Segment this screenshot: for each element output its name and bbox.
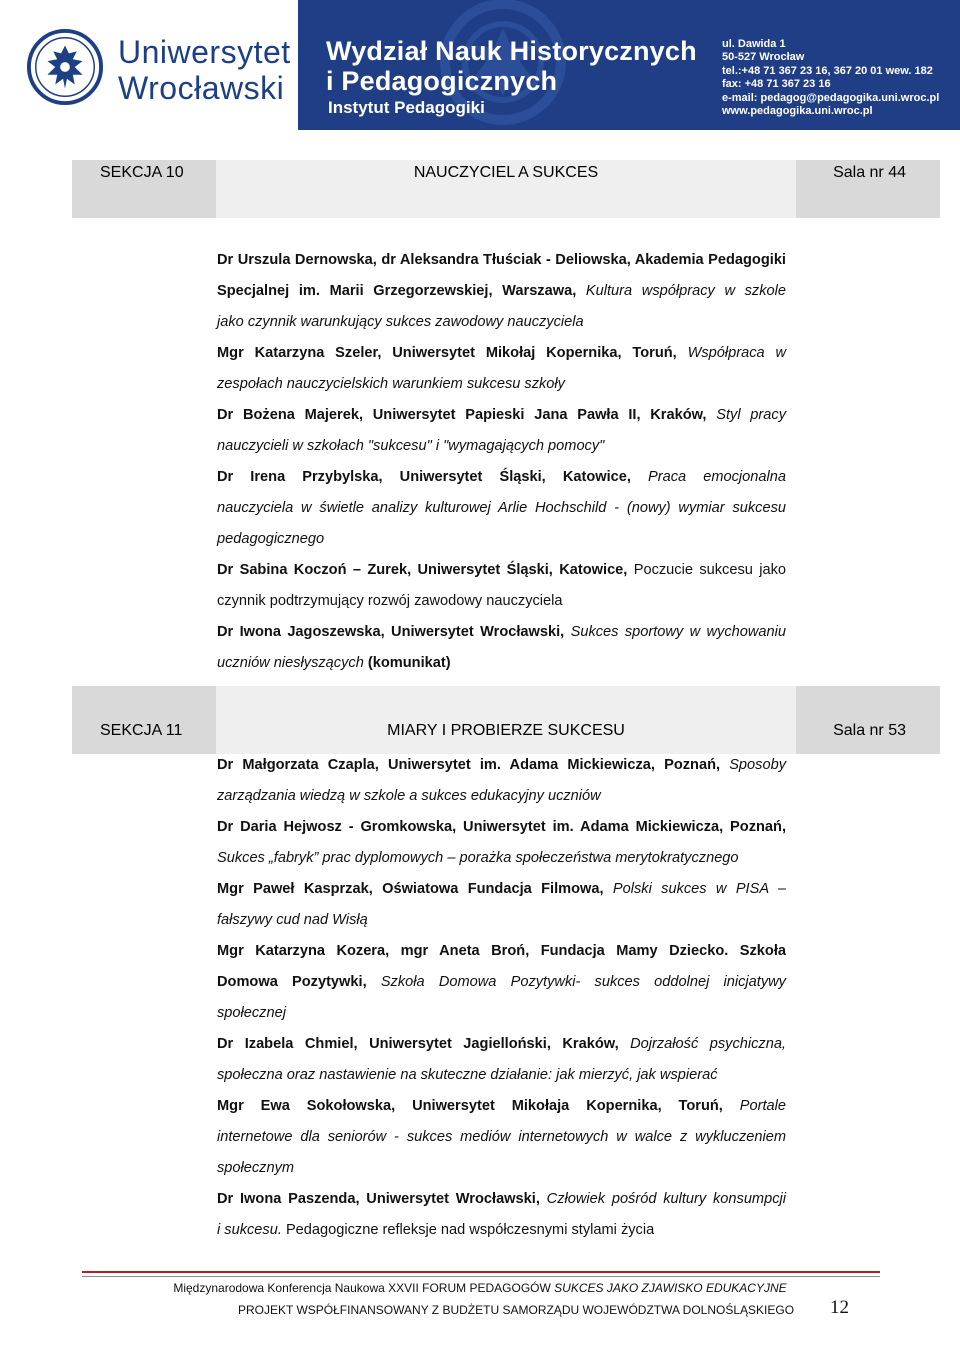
section-room: Sala nr 44 [833,164,906,181]
text-line [217,843,786,874]
presentation-title: zespołach nauczycielskich warunkiem sukcesu szkoły [217,376,565,392]
author-affiliation: Dr Sabina Koczoń – Zurek, Uniwersytet Śląski, Katowice, [217,562,634,578]
presentation-title: Kultura współpracy w szkole [585,283,786,299]
footer-divider-thin [82,1276,880,1277]
section-number: SEKCJA 11 [100,722,183,739]
text-line [217,1153,786,1184]
text-line [217,812,786,843]
author-affiliation: Dr Małgorzata Czapla, Uniwersytet im. Adama Mickiewicza, Poznań, [217,757,730,773]
faculty-banner [298,0,960,130]
author-affiliation: Dr Urszula Dernowska, dr Aleksandra Tłuściak - Deliowska, Akademia Pedagogiki [217,252,786,268]
text-line [217,648,786,679]
presentation-title: Sukces „fabryk” prac dyplomowych – porażka społeczeństwa merytokratycznego [217,850,739,866]
university-logo [22,20,302,120]
author-affiliation: Dr Iwona Paszenda, Uniwersytet Wrocławski, [217,1191,547,1207]
text-line [217,967,786,998]
author-affiliation: Mgr Paweł Kasprzak, Oświatowa Fundacja Filmowa, [217,881,613,897]
text-line [217,1029,786,1060]
presentation-title: Sukces sportowy w wychowaniu [570,624,787,640]
presentation-title: nauczyciela w świetle analizy kulturowej Arlie Hochschild - (nowy) wymiar sukcesu [217,500,786,516]
presentation-title: społecznej [217,1005,286,1021]
presentation-title: społeczna oraz nastawienie na skuteczne działanie: jak mierzyć, jak wspierać [217,1067,718,1083]
presentation-title: Człowiek pośród kultury konsumpcji [546,1191,786,1207]
presentation-title: społecznym [217,1160,295,1176]
section-11-presentations [217,750,786,1246]
author-affiliation: Dr Daria Hejwosz - Gromkowska, Uniwersytet im. Adama Mickiewicza, Poznań, [217,819,786,835]
footer-project: PROJEKT WSPÓŁFINANSOWANY Z BUDŻETU SAMORZĄDU WOJEWÓDZTWA DOLNOŚLĄSKIEGO [238,1303,795,1317]
author-affiliation: Dr Bożena Majerek, Uniwersytet Papieski Jana Pawła II, Kraków, [217,407,717,423]
text-line [217,936,786,967]
author-affiliation: Domowa Pozytywki, [217,974,381,990]
university-name: Uniwersytet Wrocławski [118,34,291,106]
text-line [217,617,786,648]
text-line [217,781,786,812]
section-title: MIARY I PROBIERZE SUKCESU [387,722,625,739]
text-line [217,338,786,369]
text-line [217,555,786,586]
contact-fax: fax: +48 71 367 23 16 [722,78,831,91]
presentation-title: Dojrzałość psychiczna, [630,1036,786,1052]
text-line [217,245,786,276]
section-10-presentations [217,245,786,679]
presentation-title: uczniów niesłyszących [217,655,368,671]
presentation-title: fałszywy cud nad Wisłą [217,912,368,928]
author-affiliation: Dr Izabela Chmiel, Uniwersytet Jagielloński, Kraków, [217,1036,631,1052]
author-affiliation: Dr Iwona Jagoszewska, Uniwersytet Wrocławski, [217,624,571,640]
text-line [217,1091,786,1122]
footer-conference: Międzynarodowa Konferencja Naukowa XXVII FORUM PEDAGOGÓW SUKCES JAKO ZJAWISKO EDUKACYJNE [173,1281,787,1295]
text-line [217,493,786,524]
contact-phone: tel.:+48 71 367 23 16, 367 20 01 wew. 182 [722,64,933,77]
text-line [217,307,786,338]
presentation-title: Portale [739,1098,786,1114]
presentation-title: Szkoła Domowa Pozytywki- sukces oddolnej inicjatywy [380,974,786,990]
text-line [217,1060,786,1091]
university-seal-icon [26,28,104,106]
text-line [217,462,786,493]
text-line [217,874,786,905]
text-line [217,276,786,307]
presentation-title: Styl pracy [716,407,786,423]
text-line [217,586,786,617]
presentation-title: jako czynnik warunkujący sukces zawodowy nauczyciela [217,314,584,330]
text-line [217,431,786,462]
presentation-title: i sukcesu. [217,1222,286,1238]
text-line [217,1215,786,1246]
text-line [217,369,786,400]
page-number: 12 [830,1297,849,1318]
institute-name: Instytut Pedagogiki [328,98,485,117]
contact-city: 50-527 Wrocław [722,51,805,64]
text-line [217,998,786,1029]
footer-divider [82,1271,880,1273]
page-header [0,0,960,130]
presentation-title: czynnik podtrzymujący rozwój zawodowy nauczyciela [217,593,563,609]
presentation-title: zarządzania wiedzą w szkole a sukces edukacyjny uczniów [217,788,601,804]
presentation-title: pedagogicznego [217,531,325,547]
section-number: SEKCJA 10 [100,164,184,181]
text-line [217,1184,786,1215]
faculty-name: Wydział Nauk Historycznych i Pedagogicznych [326,36,697,96]
section-11-header [72,686,940,754]
presentation-title: Praca emocjonalna [648,469,786,485]
contact-website[interactable]: www.pedagogika.uni.wroc.pl [722,105,873,118]
contact-street: ul. Dawida 1 [722,38,786,50]
author-affiliation: Mgr Katarzyna Szeler, Uniwersytet Mikołaj Kopernika, Toruń, [217,345,688,361]
section-10-header [72,160,940,218]
presentation-title: Poczucie sukcesu jako [633,562,786,578]
presentation-title: nauczycieli w szkołach "sukcesu" i "wymagających pomocy" [217,438,605,454]
contact-info [722,38,939,118]
text-line [217,905,786,936]
presentation-title: Sposoby [729,757,786,773]
text-line [217,400,786,431]
text-line [217,1122,786,1153]
section-title: NAUCZYCIEL A SUKCES [413,164,599,181]
text-line [217,750,786,781]
section-room: Sala nr 53 [833,722,906,739]
text-line [217,524,786,555]
contact-email[interactable]: e-mail: pedagog@pedagogika.uni.wroc.pl [722,91,940,104]
presentation-title: Współpraca w [687,345,786,361]
section-title-cell [216,686,796,754]
author-affiliation: Mgr Ewa Sokołowska, Uniwersytet Mikołaja Kopernika, Toruń, [217,1098,740,1114]
author-affiliation: Dr Irena Przybylska, Uniwersytet Śląski, Katowice, [217,469,649,485]
presentation-title: Polski sukces w PISA – [612,881,786,897]
author-affiliation: Specjalnej im. Marii Grzegorzewskiej, Warszawa, [217,283,586,299]
author-affiliation: (komunikat) [367,655,451,671]
presentation-title: Pedagogiczne refleksje nad współczesnymi stylami życia [285,1222,655,1238]
author-affiliation: Mgr Katarzyna Kozera, mgr Aneta Broń, Fundacja Mamy Dziecko. Szkoła [217,943,786,959]
presentation-title: internetowe dla seniorów - sukces mediów internetowych w walce z wykluczeniem [217,1129,786,1145]
